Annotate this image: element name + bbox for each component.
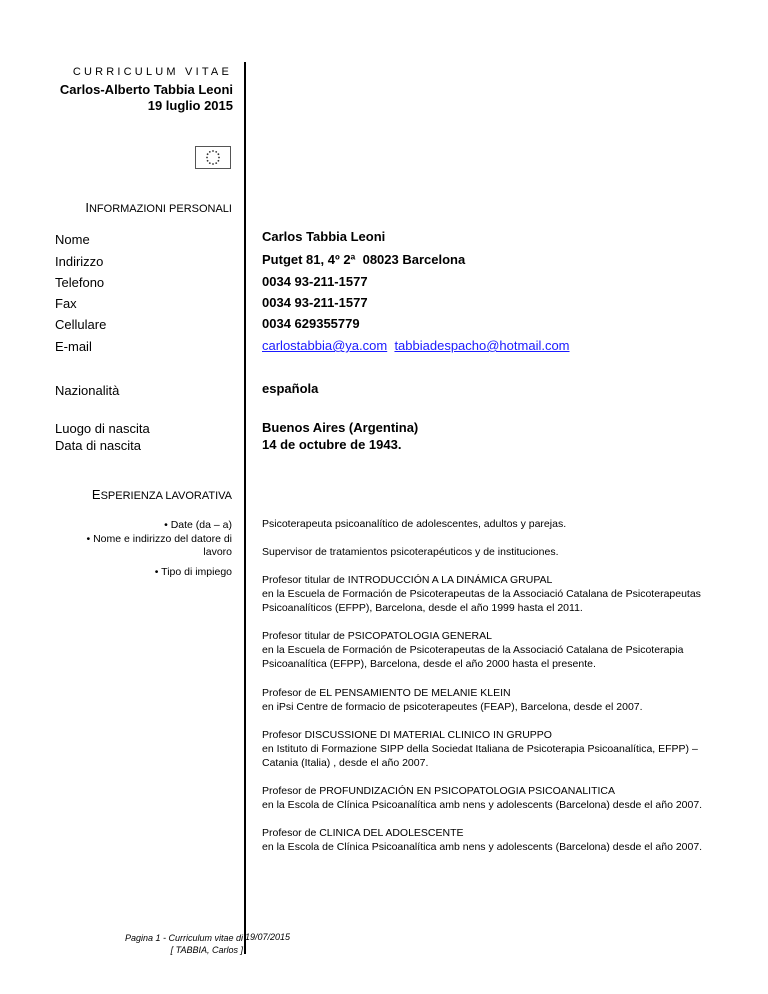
header-date: 19 luglio 2015 <box>147 98 233 113</box>
value-nazionalita: española <box>262 381 319 396</box>
email-link-2[interactable]: tabbiadespacho@hotmail.com <box>394 338 570 353</box>
value-luogo-nascita: Buenos Aires (Argentina) <box>262 420 419 435</box>
label-cellulare: Cellulare <box>55 317 107 332</box>
value-telefono: 0034 93-211-1577 <box>262 274 368 289</box>
footer-date: 19/07/2015 <box>245 932 291 942</box>
section-work-experience: ESPERIENZA LAVORATIVA <box>91 487 232 502</box>
label-employment-type: • Tipo di impiego <box>154 566 232 578</box>
label-fax: Fax <box>55 296 77 311</box>
value-fax: 0034 93-211-1577 <box>262 295 368 310</box>
label-email: E-mail <box>55 339 92 354</box>
label-date: • Date (da – a) <box>164 519 232 531</box>
work-item: Profesor DISCUSSIONE DI MATERIAL CLINICO IN GRUPPO en Istituto di Formazione SIPP della Sociedat Italiana de Psicoterapia Psicoanalítica, EFPP) – Catania (Italia) , desde el año 2007. <box>262 729 698 769</box>
email-link-1[interactable]: carlostabbia@ya.com <box>262 338 388 353</box>
value-nome: Carlos Tabbia Leoni <box>262 229 386 244</box>
header-name: Carlos-Alberto Tabbia Leoni <box>59 82 233 97</box>
work-item: Profesor de EL PENSAMIENTO DE MELANIE KLEIN en iPsi Centre de formacio de psicoterapeutes (FEAP), Barcelona, desde el 2007. <box>262 687 643 713</box>
label-nome: Nome <box>55 232 90 247</box>
work-item: Profesor de PROFUNDIZACIÓN EN PSICOPATOLOGIA PSICOANALITICA en la Escola de Clínica Psicoanalítica amb nens y adolescents (Barcelona) desde el año 2007. <box>262 785 703 811</box>
work-item: Psicoterapeuta psicoanalítico de adolescentes, adultos y parejas. <box>262 518 567 530</box>
document-title: CURRICULUM VITAE <box>72 66 232 78</box>
vertical-divider <box>244 62 246 954</box>
value-indirizzo: Putget 81, 4º 2ª 08023 Barcelona <box>262 252 466 267</box>
label-employer: • Nome e indirizzo del datore di lavoro <box>86 533 232 558</box>
value-cellulare: 0034 629355779 <box>262 316 360 331</box>
label-telefono: Telefono <box>55 275 105 290</box>
eu-flag-icon <box>195 146 231 169</box>
email-links <box>262 338 570 353</box>
footer-page-info: Pagina 1 - Curriculum vitae di [ TABBIA, Carlos ] <box>124 933 243 955</box>
section-personal-info: INFORMAZIONI PERSONALI <box>85 200 232 215</box>
label-nazionalita: Nazionalità <box>55 383 120 398</box>
work-item: Profesor titular de INTRODUCCIÓN A LA DINÁMICA GRUPAL en la Escuela de Formación de Psicoterapeutas de la Associació Catalana de Psicoterapeutas Psicoanalíticos (EFPP), Barcelona, desde el año 1999 hasta el 2011. <box>262 574 701 614</box>
label-indirizzo: Indirizzo <box>55 254 104 269</box>
label-data-nascita: Data di nascita <box>55 438 141 453</box>
work-item: Supervisor de tratamientos psicoterapéuticos y de instituciones. <box>262 546 559 558</box>
value-data-nascita: 14 de octubre de 1943. <box>262 437 402 452</box>
work-item: Profesor titular de PSICOPATOLOGIA GENERAL en la Escuela de Formación de Psicoterapeutas de la Associació Catalana de Psicoterapia Psicoanalítica (EFPP), Barcelona, desde el año 2000 hasta el presente. <box>262 630 684 670</box>
label-luogo-nascita: Luogo di nascita <box>55 421 150 436</box>
work-item: Profesor de CLINICA DEL ADOLESCENTE en la Escola de Clínica Psicoanalítica amb nens y adolescents (Barcelona) desde el año 2007. <box>262 827 703 853</box>
